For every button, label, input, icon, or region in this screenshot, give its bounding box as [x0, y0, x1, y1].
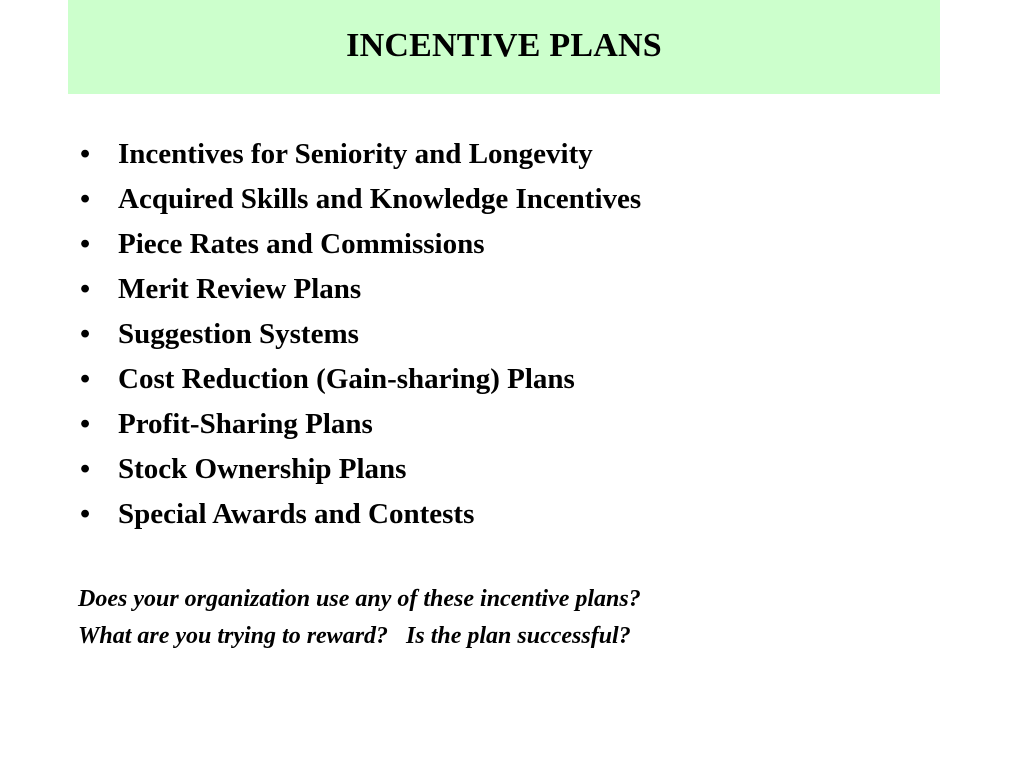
bullet-item — [74, 138, 641, 183]
bullet-item — [74, 498, 641, 543]
bullet-item — [74, 408, 641, 453]
bullet-item — [74, 228, 641, 273]
bullet-dot-icon: • — [80, 183, 91, 215]
question-line: What are you trying to reward? Is the plan successful? — [78, 623, 631, 649]
bullet-item — [74, 318, 641, 363]
bullet-text: Incentives for Seniority and Longevity — [118, 138, 593, 170]
bullet-text: Stock Ownership Plans — [118, 453, 407, 485]
bullet-item — [74, 183, 641, 228]
bullet-text: Suggestion Systems — [118, 318, 359, 350]
bullet-item — [74, 363, 641, 408]
bullet-text: Piece Rates and Commissions — [118, 228, 485, 260]
question-line: Does your organization use any of these incentive plans? — [78, 586, 641, 612]
title-band — [68, 0, 940, 94]
bullet-dot-icon: • — [80, 138, 91, 170]
bullet-dot-icon: • — [80, 453, 91, 485]
bullet-dot-icon: • — [80, 408, 91, 440]
bullet-text: Merit Review Plans — [118, 273, 362, 305]
bullet-text: Special Awards and Contests — [118, 498, 475, 530]
bullet-dot-icon: • — [80, 318, 91, 350]
bullet-dot-icon: • — [80, 228, 91, 260]
bullet-dot-icon: • — [80, 363, 91, 395]
bullet-text: Cost Reduction (Gain-sharing) Plans — [118, 363, 575, 395]
bullet-item — [74, 453, 641, 498]
bullet-dot-icon: • — [80, 498, 91, 530]
bullet-text: Profit-Sharing Plans — [118, 408, 373, 440]
bullet-item — [74, 273, 641, 318]
bullet-list — [74, 138, 641, 543]
slide-title: INCENTIVE PLANS — [346, 27, 662, 64]
bullet-text: Acquired Skills and Knowledge Incentives — [118, 183, 642, 215]
discussion-questions — [78, 583, 641, 657]
bullet-dot-icon: • — [80, 273, 91, 305]
